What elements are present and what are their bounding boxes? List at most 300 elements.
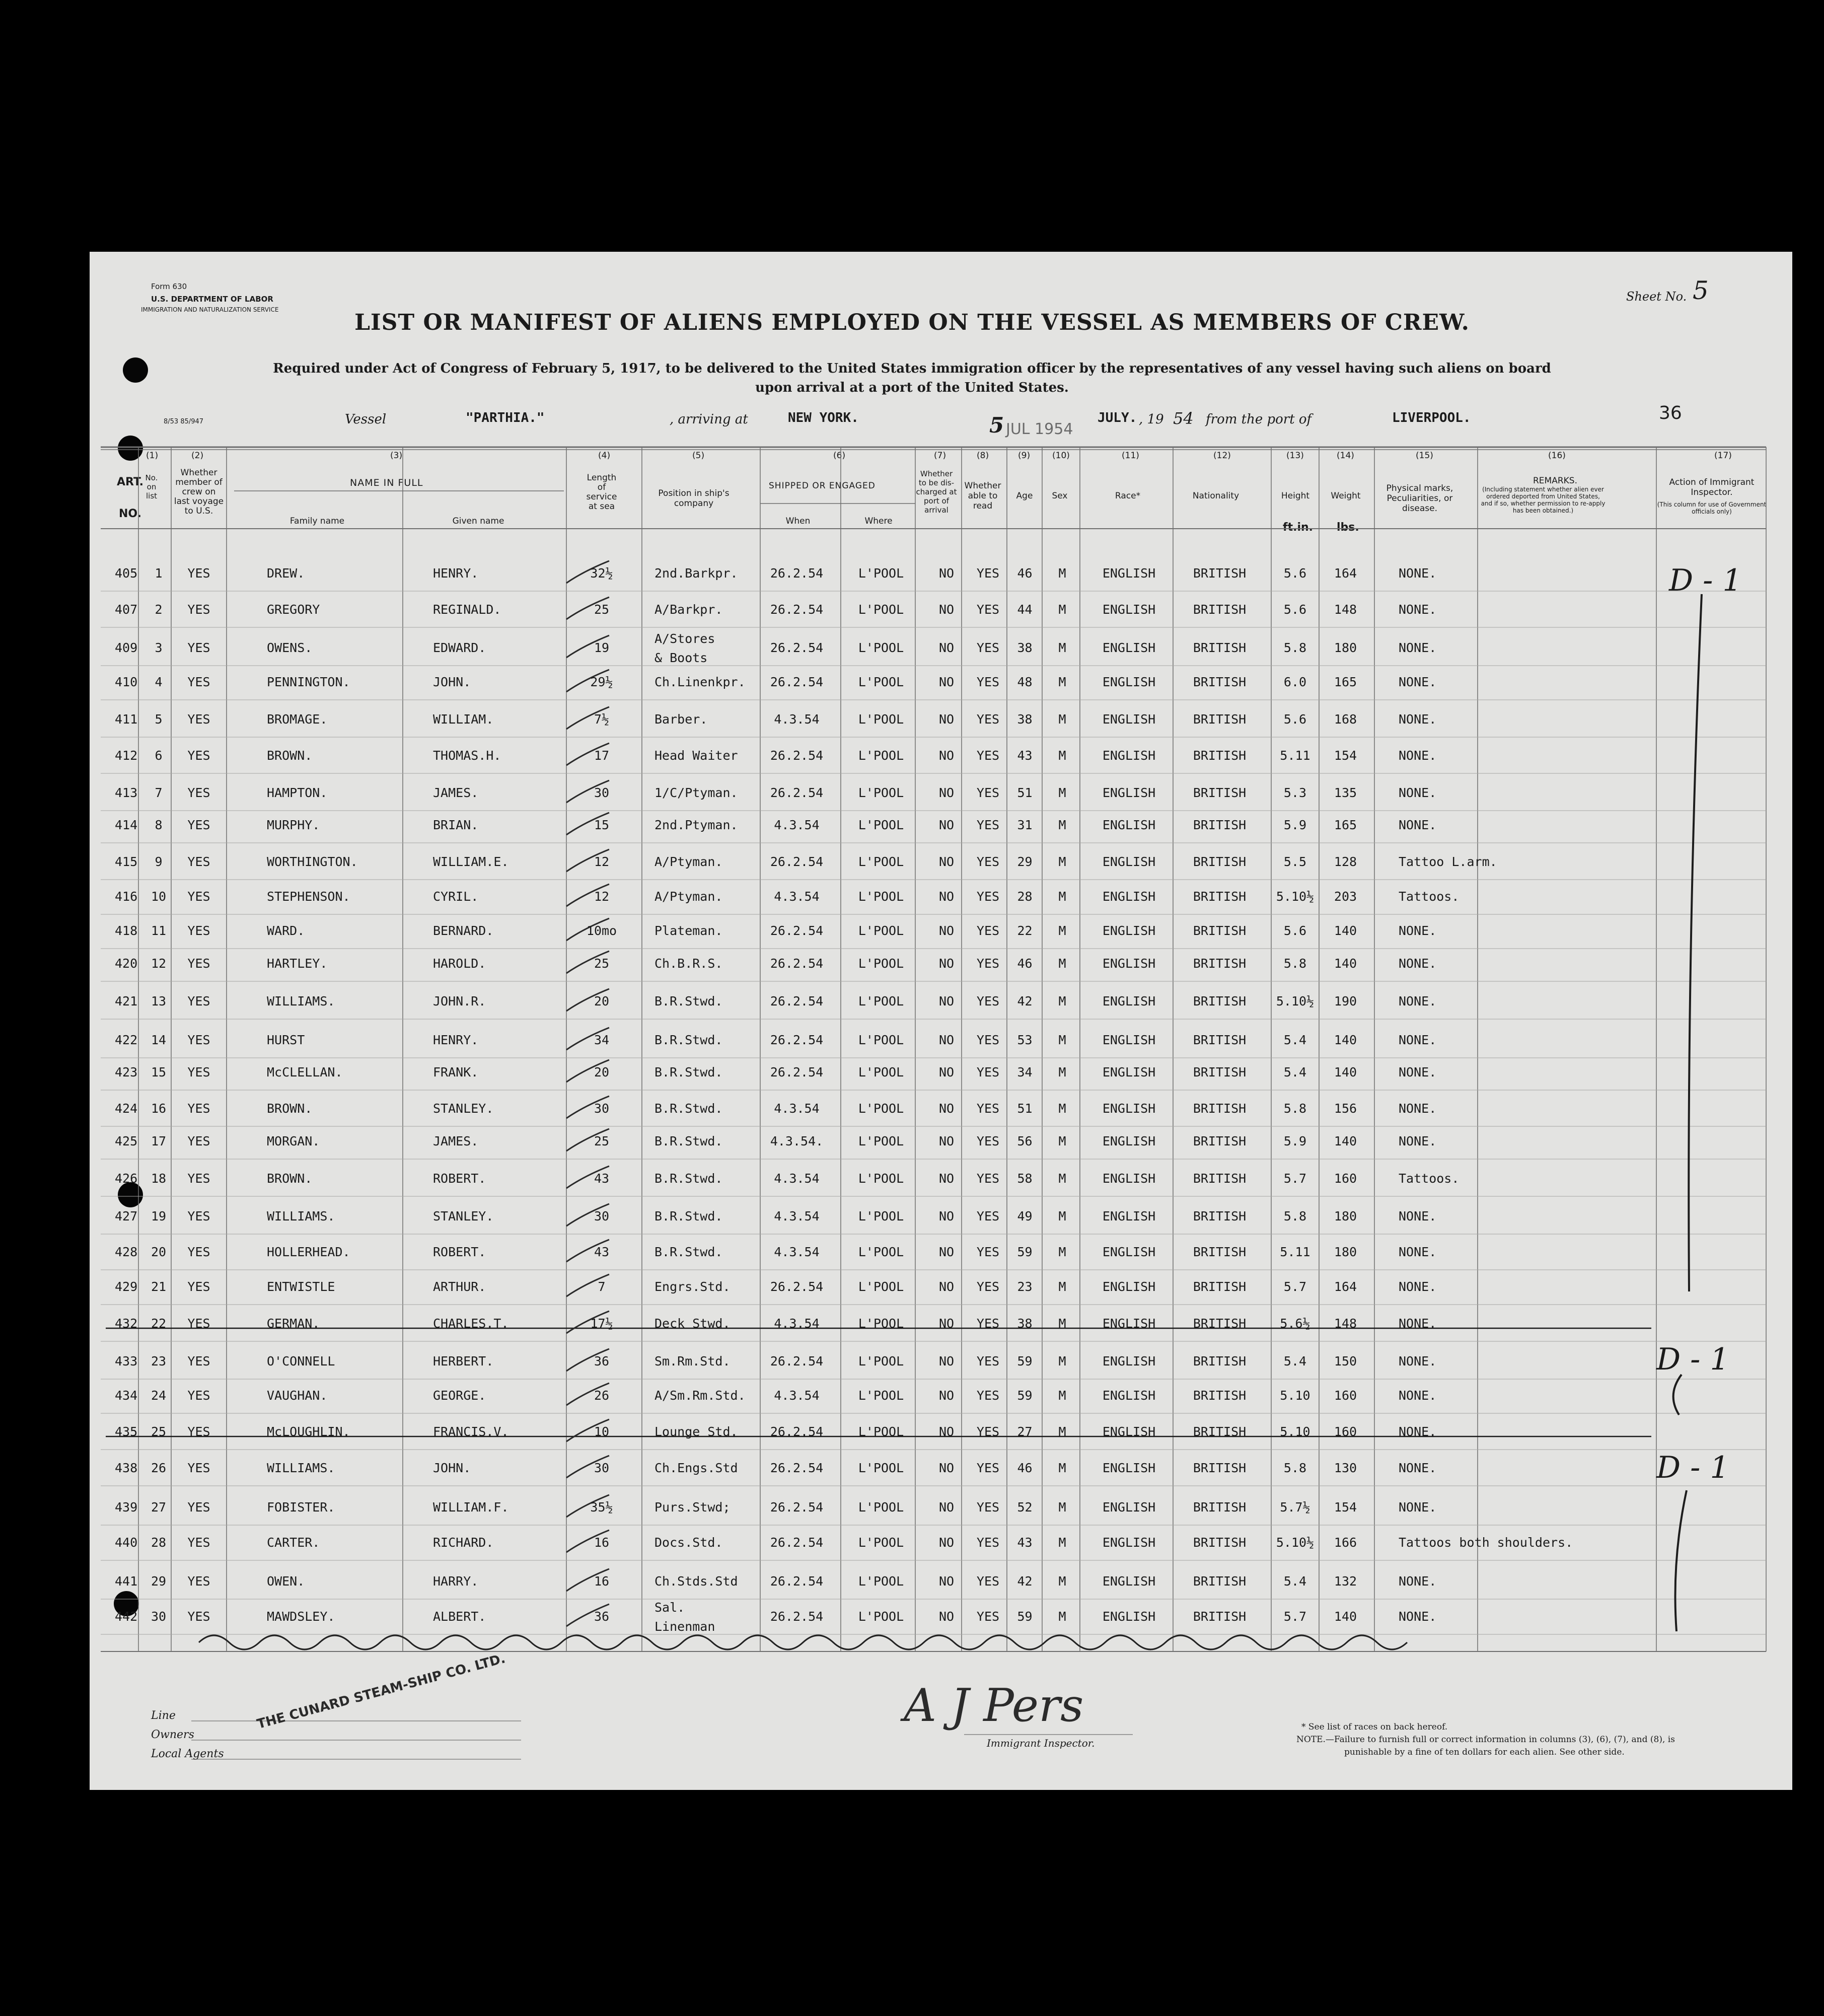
column-number: (12) <box>1213 451 1231 461</box>
crew-cell-where: L'POOL <box>858 1535 904 1550</box>
crew-cell-family: ENTWISTLE <box>267 1279 335 1294</box>
crew-cell-given: THOMAS.H. <box>433 748 501 763</box>
crew-cell-weight: 140 <box>1334 923 1357 938</box>
crew-cell-sex: M <box>1058 1424 1066 1439</box>
crew-cell-race: ENGLISH <box>1102 1033 1156 1047</box>
crew-cell-nat: BRITISH <box>1193 994 1247 1009</box>
crew-cell-read: YES <box>976 1500 1000 1515</box>
crew-cell-family: WILLIAMS. <box>267 994 335 1009</box>
crew-cell-given: BERNARD. <box>433 923 494 938</box>
crew-cell-height: 5.6½ <box>1280 1316 1310 1331</box>
crew-cell-prev: YES <box>187 1209 210 1223</box>
penalty-note-2: punishable by a fine of ten dollars for each alien. See other side. <box>1344 1747 1625 1757</box>
crew-cell-age: 22 <box>1017 923 1033 938</box>
crew-cell-family: O'CONNELL <box>267 1354 335 1369</box>
crew-cell-age: 59 <box>1017 1354 1033 1369</box>
crew-cell-when: 26.2.54 <box>770 1461 824 1475</box>
crew-cell-disch: NO <box>938 818 955 832</box>
service-label: IMMIGRATION AND NATURALIZATION SERVICE <box>141 306 279 313</box>
crew-cell-art: 420 <box>115 956 138 971</box>
crew-cell-marks: NONE. <box>1399 748 1437 763</box>
crew-cell-age: 46 <box>1017 1461 1033 1475</box>
crew-cell-service: 17½ <box>590 1316 613 1331</box>
crew-cell-nat: BRITISH <box>1193 854 1247 869</box>
crew-cell-read: YES <box>976 889 1000 904</box>
crew-cell-prev: YES <box>187 1101 210 1116</box>
subtitle-line-2: upon arrival at a port of the United States. <box>755 380 1069 395</box>
crew-cell-service: 15 <box>594 818 610 832</box>
crew-cell-given: BRIAN. <box>433 818 479 832</box>
crew-cell-read: YES <box>976 1388 1000 1403</box>
crew-cell-family: WORTHINGTON. <box>267 854 358 869</box>
crew-cell-where: L'POOL <box>858 1171 904 1186</box>
crew-cell-given: CYRIL. <box>433 889 479 904</box>
crew-cell-weight: 180 <box>1334 1245 1357 1259</box>
crew-cell-prev: YES <box>187 1033 210 1047</box>
crew-cell-age: 34 <box>1017 1065 1033 1079</box>
crew-cell-prev: YES <box>187 1245 210 1259</box>
crew-cell-read: YES <box>976 675 1000 689</box>
crew-cell-position: Purs.Stwd; <box>654 1500 731 1515</box>
when-header: When <box>785 516 811 526</box>
crew-cell-art: 422 <box>115 1033 138 1047</box>
crew-cell-height: 5.10½ <box>1276 1535 1315 1550</box>
crew-cell-art: 441 <box>115 1574 138 1589</box>
column-number: (9) <box>1018 451 1031 461</box>
crew-cell-race: ENGLISH <box>1102 854 1156 869</box>
crew-cell-no: 17 <box>151 1134 167 1148</box>
crew-cell-position: Ch.Stds.Std <box>654 1574 738 1589</box>
crew-cell-race: ENGLISH <box>1102 1279 1156 1294</box>
crew-cell-given: ALBERT. <box>433 1609 486 1624</box>
crew-cell-nat: BRITISH <box>1193 889 1247 904</box>
crew-cell-when: 26.2.54 <box>770 602 824 617</box>
pen-stroke <box>1689 594 1702 1291</box>
crew-cell-position: B.R.Stwd. <box>654 1171 723 1186</box>
crew-cell-family: OWENS. <box>267 640 313 655</box>
crew-cell-nat: BRITISH <box>1193 923 1247 938</box>
crew-cell-height: 5.10½ <box>1276 994 1315 1009</box>
crew-cell-weight: 180 <box>1334 1209 1357 1223</box>
crew-cell-service: 7½ <box>594 712 610 727</box>
crew-cell-when: 4.3.54 <box>774 1209 820 1223</box>
crew-cell-height: 5.8 <box>1283 1461 1307 1475</box>
crew-cell-no: 28 <box>151 1535 167 1550</box>
crew-cell-no: 26 <box>151 1461 167 1475</box>
crew-cell-family: GREGORY <box>267 602 320 617</box>
crew-cell-weight: 135 <box>1334 785 1357 800</box>
crew-cell-sex: M <box>1058 1101 1066 1116</box>
crew-cell-sex: M <box>1058 1388 1066 1403</box>
crew-cell-when: 4.3.54 <box>774 1171 820 1186</box>
crew-cell-read: YES <box>976 1209 1000 1223</box>
crew-cell-marks: NONE. <box>1399 1388 1437 1403</box>
crew-cell-race: ENGLISH <box>1102 1245 1156 1259</box>
penalty-note-1: NOTE.—Failure to furnish full or correct information in columns (3), (6), (7), and (8), is <box>1296 1735 1675 1745</box>
crew-cell-disch: NO <box>938 748 955 763</box>
crew-cell-disch: NO <box>938 1500 955 1515</box>
crew-cell-when: 26.2.54 <box>770 854 824 869</box>
crew-cell-height: 5.10½ <box>1276 889 1315 904</box>
arrival-port: NEW YORK. <box>788 410 859 425</box>
crew-cell-position: Plateman. <box>654 923 723 938</box>
crew-cell-position: 2nd.Ptyman. <box>654 818 738 832</box>
crew-cell-nat: BRITISH <box>1193 1574 1247 1589</box>
crew-cell-prev: YES <box>187 818 210 832</box>
crew-cell-nat: BRITISH <box>1193 1424 1247 1439</box>
crew-cell-height: 5.4 <box>1283 1354 1307 1369</box>
crew-cell-sex: M <box>1058 640 1066 655</box>
crew-cell-weight: 180 <box>1334 640 1357 655</box>
crew-cell-read: YES <box>976 1279 1000 1294</box>
crew-cell-service: 35½ <box>590 1500 613 1515</box>
crew-cell-given: REGINALD. <box>433 602 501 617</box>
sheet-label: Sheet No. <box>1626 290 1687 304</box>
owners-label: Owners <box>151 1729 194 1741</box>
crew-cell-service: 20 <box>594 994 610 1009</box>
crew-cell-height: 5.7 <box>1283 1609 1307 1624</box>
crew-cell-where: L'POOL <box>858 785 904 800</box>
crew-cell-marks: NONE. <box>1399 712 1437 727</box>
crew-cell-read: YES <box>976 1101 1000 1116</box>
crew-cell-marks: NONE. <box>1399 1461 1437 1475</box>
crew-cell-read: YES <box>976 785 1000 800</box>
company-stamp: THE CUNARD STEAM-SHIP CO. LTD. <box>255 1651 507 1732</box>
crew-cell-no: 2 <box>155 602 163 617</box>
crew-cell-service: 12 <box>594 854 610 869</box>
where-header: Where <box>864 516 893 526</box>
crew-cell-race: ENGLISH <box>1102 748 1156 763</box>
crew-cell-height: 5.7½ <box>1280 1500 1310 1515</box>
crew-cell-age: 52 <box>1017 1500 1033 1515</box>
age-header: Age <box>1016 491 1033 501</box>
crew-cell-no: 24 <box>151 1388 167 1403</box>
crew-cell-weight: 154 <box>1334 748 1357 763</box>
crew-cell-where: L'POOL <box>858 1065 904 1079</box>
crew-cell-given: FRANCIS.V. <box>433 1424 509 1439</box>
crew-cell-disch: NO <box>938 1424 955 1439</box>
crew-cell-prev: YES <box>187 1388 210 1403</box>
crew-cell-family: BROMAGE. <box>267 712 328 727</box>
crew-cell-weight: 164 <box>1334 1279 1357 1294</box>
crew-cell-when: 26.2.54 <box>770 640 824 655</box>
crew-cell-weight: 190 <box>1334 994 1357 1009</box>
crew-cell-family: DREW. <box>267 566 305 581</box>
crew-cell-sex: M <box>1058 1065 1066 1079</box>
crew-cell-service: 30 <box>594 785 610 800</box>
crew-cell-weight: 130 <box>1334 1461 1357 1475</box>
column-number: (14) <box>1337 451 1354 461</box>
crew-cell-family: WILLIAMS. <box>267 1461 335 1475</box>
crew-cell-weight: 160 <box>1334 1171 1357 1186</box>
crew-cell-service: 12 <box>594 889 610 904</box>
crew-cell-no: 1 <box>155 566 163 581</box>
crew-cell-disch: NO <box>938 640 955 655</box>
crew-cell-disch: NO <box>938 785 955 800</box>
crew-cell-marks: Tattoos. <box>1399 1171 1460 1186</box>
crew-cell-age: 56 <box>1017 1134 1033 1148</box>
column-number: (2) <box>191 451 204 461</box>
crew-cell-weight: 140 <box>1334 956 1357 971</box>
crew-cell-given: ARTHUR. <box>433 1279 486 1294</box>
crew-cell-where: L'POOL <box>858 1609 904 1624</box>
crew-cell-given: FRANK. <box>433 1065 479 1079</box>
crew-cell-race: ENGLISH <box>1102 1424 1156 1439</box>
line-label: Line <box>151 1709 176 1722</box>
crew-cell-position: Ch.B.R.S. <box>654 956 723 971</box>
crew-cell-sex: M <box>1058 1245 1066 1259</box>
disposition-note: D - 1 <box>1656 1450 1729 1485</box>
crew-cell-no: 25 <box>151 1424 167 1439</box>
crew-cell-disch: NO <box>938 854 955 869</box>
crew-cell-read: YES <box>976 1461 1000 1475</box>
crew-cell-given: JAMES. <box>433 1134 479 1148</box>
list-number-header: No. on list <box>145 473 158 500</box>
crew-cell-disch: NO <box>938 1461 955 1475</box>
crew-cell-given: HENRY. <box>433 1033 479 1047</box>
crew-cell-where: L'POOL <box>858 1424 904 1439</box>
crew-cell-when: 26.2.54 <box>770 675 824 689</box>
crew-cell-service: 32½ <box>590 566 613 581</box>
crew-cell-read: YES <box>976 1574 1000 1589</box>
crew-cell-no: 5 <box>155 712 163 727</box>
crew-cell-position: 1/C/Ptyman. <box>654 785 738 800</box>
crew-cell-given: WILLIAM. <box>433 712 494 727</box>
crew-cell-service: 10mo <box>586 923 617 938</box>
crew-cell-race: ENGLISH <box>1102 1535 1156 1550</box>
crew-cell-family: BROWN. <box>267 1101 313 1116</box>
crew-cell-service: 34 <box>594 1033 610 1047</box>
crew-cell-art: 418 <box>115 923 138 938</box>
crew-cell-when: 4.3.54 <box>774 818 820 832</box>
crew-cell-position: 2nd.Barkpr. <box>654 566 738 581</box>
agents-label: Local Agents <box>151 1748 224 1760</box>
crew-cell-when: 26.2.54 <box>770 1609 824 1624</box>
crew-cell-read: YES <box>976 602 1000 617</box>
crew-cell-disch: NO <box>938 1388 955 1403</box>
crew-cell-position: A/Stores <box>654 631 715 646</box>
crew-cell-family: HARTLEY. <box>267 956 328 971</box>
form-number: Form 630 <box>151 282 187 291</box>
crew-cell-nat: BRITISH <box>1193 1609 1247 1624</box>
crew-cell-age: 38 <box>1017 640 1033 655</box>
arrival-day: 5 <box>989 413 1004 438</box>
crew-cell-nat: BRITISH <box>1193 640 1247 655</box>
crew-cell-family: HURST <box>267 1033 305 1047</box>
crew-cell-no: 29 <box>151 1574 167 1589</box>
crew-cell-prev: YES <box>187 994 210 1009</box>
crew-cell-marks: NONE. <box>1399 1245 1437 1259</box>
crew-cell-marks: NONE. <box>1399 1574 1437 1589</box>
crew-cell-nat: BRITISH <box>1193 1134 1247 1148</box>
column-number: (16) <box>1548 451 1566 461</box>
crew-cell-where: L'POOL <box>858 1245 904 1259</box>
crew-cell-age: 59 <box>1017 1388 1033 1403</box>
weight-units: lbs. <box>1337 521 1359 534</box>
crew-cell-service: 10 <box>594 1424 610 1439</box>
crew-cell-weight: 148 <box>1334 602 1357 617</box>
crew-cell-family: McLOUGHLIN. <box>267 1424 350 1439</box>
crew-cell-prev: YES <box>187 854 210 869</box>
race-note: * See list of races on back hereof. <box>1301 1722 1448 1732</box>
crew-cell-height: 5.8 <box>1283 1101 1307 1116</box>
height-header: Height <box>1281 491 1310 501</box>
crew-cell-marks: Tattoos both shoulders. <box>1399 1535 1573 1550</box>
crew-cell-prev: YES <box>187 640 210 655</box>
action-header: Action of Immigrant Inspector. <box>1669 477 1755 497</box>
crew-cell-age: 51 <box>1017 785 1033 800</box>
crew-cell-race: ENGLISH <box>1102 889 1156 904</box>
crew-cell-service: 19 <box>594 640 610 655</box>
crew-cell-disch: NO <box>938 1033 955 1047</box>
crew-cell-art: 407 <box>115 602 138 617</box>
crew-cell-when: 26.2.54 <box>770 1033 824 1047</box>
crew-cell-prev: YES <box>187 566 210 581</box>
crew-cell-prev: YES <box>187 1316 210 1331</box>
crew-cell-service: 16 <box>594 1535 610 1550</box>
crew-cell-art: 426 <box>115 1171 138 1186</box>
crew-cell-height: 5.6 <box>1283 923 1307 938</box>
physical-marks-header: Physical marks, Peculiarities, or disease. <box>1386 483 1453 514</box>
crew-cell-age: 23 <box>1017 1279 1033 1294</box>
sex-header: Sex <box>1052 491 1068 501</box>
crew-cell-given: STANLEY. <box>433 1101 494 1116</box>
crew-cell-disch: NO <box>938 1535 955 1550</box>
crew-cell-no: 12 <box>151 956 167 971</box>
crew-cell-given: RICHARD. <box>433 1535 494 1550</box>
crew-cell-service: 16 <box>594 1574 610 1589</box>
crew-cell-marks: NONE. <box>1399 923 1437 938</box>
crew-cell-service: 25 <box>594 602 610 617</box>
crew-cell-prev: YES <box>187 889 210 904</box>
crew-cell-age: 46 <box>1017 566 1033 581</box>
crew-cell-where: L'POOL <box>858 1388 904 1403</box>
crew-cell-weight: 165 <box>1334 675 1357 689</box>
crew-cell-race: ENGLISH <box>1102 712 1156 727</box>
crew-cell-read: YES <box>976 854 1000 869</box>
crew-cell-when: 26.2.54 <box>770 994 824 1009</box>
crew-cell-nat: BRITISH <box>1193 1101 1247 1116</box>
crew-cell-given: JAMES. <box>433 785 479 800</box>
crew-cell-art: 435 <box>115 1424 138 1439</box>
crew-cell-service: 7 <box>598 1279 606 1294</box>
crew-cell-prev: YES <box>187 1065 210 1079</box>
crew-cell-race: ENGLISH <box>1102 602 1156 617</box>
crew-cell-position: A/Ptyman. <box>654 889 723 904</box>
crew-cell-marks: Tattoo L.arm. <box>1399 854 1497 869</box>
crew-cell-position: B.R.Stwd. <box>654 1033 723 1047</box>
crew-cell-nat: BRITISH <box>1193 1316 1247 1331</box>
crew-cell-family: McCLELLAN. <box>267 1065 343 1079</box>
date-stamp: JUL 1954 <box>1006 420 1073 438</box>
crew-cell-no: 18 <box>151 1171 167 1186</box>
crew-cell-no: 3 <box>155 640 163 655</box>
crew-cell-nat: BRITISH <box>1193 1033 1247 1047</box>
crew-cell-race: ENGLISH <box>1102 818 1156 832</box>
crew-cell-where: L'POOL <box>858 818 904 832</box>
crew-cell-marks: NONE. <box>1399 1279 1437 1294</box>
crew-cell-position: B.R.Stwd. <box>654 1245 723 1259</box>
crew-cell-read: YES <box>976 1609 1000 1624</box>
crew-cell-no: 7 <box>155 785 163 800</box>
crew-cell-race: ENGLISH <box>1102 1065 1156 1079</box>
crew-cell-weight: 164 <box>1334 566 1357 581</box>
family-name-header: Family name <box>289 516 345 526</box>
crew-cell-sex: M <box>1058 1500 1066 1515</box>
subtitle-line-1: Required under Act of Congress of February 5, 1917, to be delivered to the United States immigration officer by the representatives of any vessel having such aliens on board <box>273 361 1551 376</box>
crew-cell-no: 8 <box>155 818 163 832</box>
crew-cell-age: 51 <box>1017 1101 1033 1116</box>
crew-cell-read: YES <box>976 712 1000 727</box>
crew-cell-disch: NO <box>938 1279 955 1294</box>
crew-cell-nat: BRITISH <box>1193 1065 1247 1079</box>
crew-cell-sex: M <box>1058 1134 1066 1148</box>
crew-cell-height: 5.10 <box>1280 1424 1310 1439</box>
crew-cell-weight: 203 <box>1334 889 1357 904</box>
crew-cell-race: ENGLISH <box>1102 923 1156 938</box>
crew-cell-sex: M <box>1058 956 1066 971</box>
crew-cell-where: L'POOL <box>858 956 904 971</box>
crew-cell-race: ENGLISH <box>1102 1574 1156 1589</box>
crew-cell-when: 26.2.54 <box>770 1535 824 1550</box>
crew-cell-when: 4.3.54 <box>774 1388 820 1403</box>
crew-cell-age: 43 <box>1017 1535 1033 1550</box>
crew-cell-nat: BRITISH <box>1193 602 1247 617</box>
crew-cell-family: FOBISTER. <box>267 1500 335 1515</box>
crew-cell-position: A/Ptyman. <box>654 854 723 869</box>
crew-cell-position: A/Sm.Rm.Std. <box>654 1388 746 1403</box>
crew-cell-position: Docs.Std. <box>654 1535 723 1550</box>
crew-cell-age: 49 <box>1017 1209 1033 1223</box>
crew-cell-race: ENGLISH <box>1102 994 1156 1009</box>
nationality-header: Nationality <box>1192 491 1239 501</box>
crew-cell-disch: NO <box>938 566 955 581</box>
discharged-header: Whether to be dis-charged at port of arrival <box>916 469 957 515</box>
column-number: (6) <box>833 451 846 461</box>
crew-cell-when: 4.3.54 <box>774 889 820 904</box>
crew-cell-when: 4.3.54 <box>774 1316 820 1331</box>
crew-cell-disch: NO <box>938 1171 955 1186</box>
crew-cell-marks: NONE. <box>1399 1134 1437 1148</box>
crew-cell-nat: BRITISH <box>1193 1354 1247 1369</box>
crew-cell-sex: M <box>1058 1461 1066 1475</box>
crew-cell-race: ENGLISH <box>1102 1171 1156 1186</box>
crew-cell-read: YES <box>976 1245 1000 1259</box>
crew-cell-read: YES <box>976 1065 1000 1079</box>
crew-cell-weight: 154 <box>1334 1500 1357 1515</box>
crew-cell-sex: M <box>1058 1609 1066 1624</box>
crew-cell-position: Head Waiter <box>654 748 738 763</box>
crew-cell-nat: BRITISH <box>1193 1209 1247 1223</box>
crew-cell-nat: BRITISH <box>1193 1500 1247 1515</box>
crew-cell-read: YES <box>976 1535 1000 1550</box>
crew-cell-when: 26.2.54 <box>770 785 824 800</box>
crew-cell-family: HAMPTON. <box>267 785 328 800</box>
crew-cell-nat: BRITISH <box>1193 1171 1247 1186</box>
crew-cell-height: 5.8 <box>1283 956 1307 971</box>
crew-cell-nat: BRITISH <box>1193 1461 1247 1475</box>
crew-cell-race: ENGLISH <box>1102 675 1156 689</box>
crew-cell-nat: BRITISH <box>1193 712 1247 727</box>
crew-cell-position: Barber. <box>654 712 708 727</box>
art-no-header-2: NO. <box>119 508 141 520</box>
crew-cell-read: YES <box>976 1316 1000 1331</box>
crew-cell-given: HENRY. <box>433 566 479 581</box>
crew-cell-no: 22 <box>151 1316 167 1331</box>
arriving-label: , arriving at <box>670 412 748 427</box>
crew-cell-art: 405 <box>115 566 138 581</box>
crew-cell-marks: NONE. <box>1399 994 1437 1009</box>
